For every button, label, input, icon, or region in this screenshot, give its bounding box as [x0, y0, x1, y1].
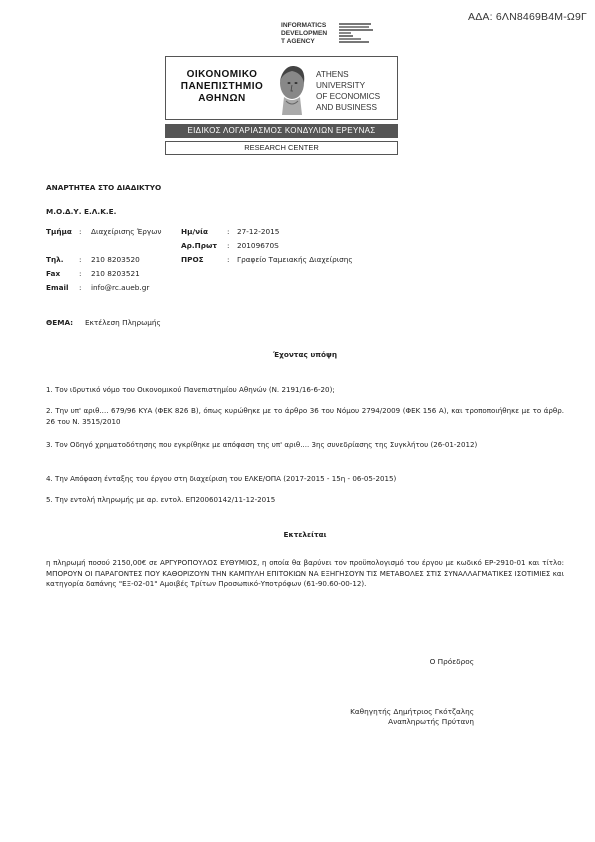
logo-gr-line-3: ΑΘΗΝΩΝ — [198, 93, 246, 104]
logo-en-line-1: ATHENS UNIVERSITY — [316, 70, 366, 90]
consideration-3: 3. Τον Οδηγό χρηματοδότησης που εγκρίθηκε με απόφαση της υπ' αριθ.... 3ης συνεδρίασης της Συγκλήτου (26-01-2012) — [46, 440, 478, 449]
internet-notice: ΑΝΑΡΤΗΤΕΑ ΣΤΟ ΔΙΑΔΙΚΤΥΟ — [46, 183, 162, 192]
university-logo — [165, 56, 398, 120]
consideration-5: 5. Την εντολή πληρωμής με αρ. εντολ. ΕΠ20060142/11-12-2015 — [46, 495, 276, 504]
executed-heading: Εκτελείται — [283, 530, 327, 539]
ida-line-2: DEVELOPMEN — [281, 30, 328, 37]
to-value: Γραφείο Ταμειακής Διαχείρισης — [237, 255, 353, 264]
email-colon: : — [79, 283, 82, 292]
president-label: Ο Πρόεδρος — [429, 657, 474, 666]
logo-en-line-3: AND BUSINESS — [316, 103, 377, 112]
protocol-label: Αρ.Πρωτ — [181, 241, 217, 250]
logo-greek-name — [172, 69, 272, 105]
dept-value: Διαχείρισης Έργων — [91, 227, 162, 236]
date-value: 27-12-2015 — [237, 227, 280, 236]
signatory-name: Καθηγητής Δημήτριος Γκότζαλης — [350, 707, 474, 716]
ida-stamp — [281, 22, 411, 56]
elke-banner: ΕΙΔΙΚΟΣ ΛΟΓΑΡΙΑΣΜΟΣ ΚΟΝΔΥΛΙΩΝ ΕΡΕΥΝΑΣ — [165, 124, 398, 138]
athena-head-icon — [274, 61, 310, 117]
email-value[interactable]: info@rc.aueb.gr — [91, 283, 150, 292]
signatory-role: Αναπληρωτής Πρύτανη — [388, 717, 474, 726]
fax-value: 210 8203521 — [91, 269, 140, 278]
fax-colon: : — [79, 269, 82, 278]
execution-text: η πληρωμή ποσού 2150,00€ σε ΑΡΓΥΡΟΠΟΥΛΟΣ ΕΥΘΥΜΙΟΣ, η οποία θα βαρύνει τον προϋπολογισμό του έργου με κωδικό ΕΡ-2910-01 και τίτλο: ΜΠΟΡΟΥΝ ΟΙ ΠΑΡΑΓΟΝΤΕΣ ΠΟΥ ΚΑΘΟΡΙΖΟΥΝ ΤΗΝ ΚΑΜΠΥΛΗ ΕΠΙΤΟΚΙΩΝ ΝΑ ΕΞΗΓΗΣΟΥΝ ΤΙΣ ΜΕΤΑΒΟΛΕΣ ΣΤΙΣ ΣΥΝΑΛΛΑΓΜΑΤΙΚΕΣ ΙΣΟΤΙΜΙΕΣ και κατηγορία δαπάνης "ΕΞ-02-01" Αμοιβές Τρίτων Προσωπικό-Υποτρόφων (61-90.60-00-12). — [46, 558, 564, 588]
ida-line-1: INFORMATICS — [281, 22, 327, 29]
to-colon: : — [227, 255, 230, 264]
to-label: ΠΡΟΣ — [181, 255, 204, 264]
fax-label: Fax — [46, 269, 61, 278]
ida-fine-print — [339, 22, 373, 44]
tel-colon: : — [79, 255, 82, 264]
date-label: Ημ/νία — [181, 227, 208, 236]
dept-colon: : — [79, 227, 82, 236]
tel-value: 210 8203520 — [91, 255, 140, 264]
date-colon: : — [227, 227, 230, 236]
ida-line-3: T AGENCY — [281, 38, 315, 45]
consideration-4: 4. Την Απόφαση ένταξης του έργου στη διαχείριση του ΕΛΚΕ/ΟΠΑ (2017-2015 - 15η - 06-05-2015) — [46, 474, 397, 483]
subject-value: Εκτέλεση Πληρωμής — [85, 318, 161, 327]
organization: Μ.Ο.Δ.Υ. Ε.Λ.Κ.Ε. — [46, 207, 117, 216]
logo-gr-line-2: ΠΑΝΕΠΙΣΤΗΜΙΟ — [180, 81, 264, 92]
consideration-1: 1. Τον ιδρυτικό νόμο του Οικονομικού Πανεπιστημίου Αθηνών (Ν. 2191/16-6-20); — [46, 385, 335, 394]
logo-english-name — [316, 69, 397, 113]
email-label: Email — [46, 283, 69, 292]
logo-gr-line-1: ΟΙΚΟΝΟΜΙΚΟ — [186, 69, 258, 80]
protocol-colon: : — [227, 241, 230, 250]
research-center-label: RESEARCH CENTER — [165, 141, 398, 155]
ada-code: ΑΔΑ: 6ΛΝ8469Β4Μ-Ω9Γ — [467, 11, 587, 23]
subject-label: ΘΕΜΑ: — [46, 318, 74, 327]
considering-heading: Έχοντας υπόψη — [272, 350, 338, 359]
tel-label: Τηλ. — [46, 255, 64, 264]
dept-label: Τμήμα — [46, 227, 72, 236]
logo-en-line-2: OF ECONOMICS — [316, 92, 381, 101]
protocol-value: 20109670S — [237, 241, 279, 250]
consideration-2: 2. Την υπ' αριθ.... 679/96 ΚΥΑ (ΦΕΚ 826 Β), όπως κυρώθηκε με το άρθρο 36 του Νόμου 2794/2009 (ΦΕΚ 156 Α), και τροποποιήθηκε με το άρθρ. 26 του Ν. 3515/2010 — [46, 406, 564, 426]
